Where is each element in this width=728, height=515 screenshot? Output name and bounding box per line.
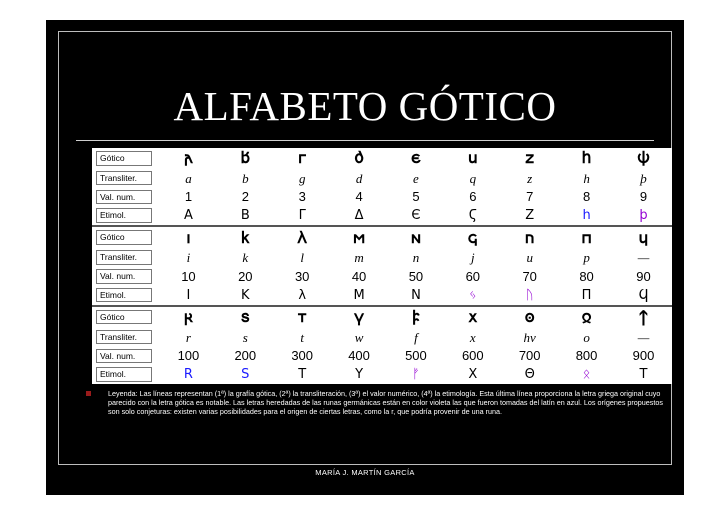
table-cell: Ϥ [615, 286, 672, 306]
table-cell: b [242, 170, 249, 186]
table-cell: — [637, 329, 650, 345]
table-cell: s [242, 329, 248, 345]
row-label [92, 248, 160, 267]
table-cell: w [354, 329, 364, 345]
legend-text: Leyenda: Las líneas representan (1ª) la grafía gótica, (2ª) la transliteración, (3ª) el valor numérico, (4ª) la etimología. Esta última línea proporciona la letra griega original cuyo parecido con la letra gótica es notable. Las letras heredadas de las runas germánicas están en color violeta las que fueron tomadas del latín en azul. Los orígenes propuestos son solo conjeturas: existen varias posibilidades para el origen de ciertas letras, como la r, que podría provenir de una runa. [108, 389, 663, 417]
table-cell: — [637, 250, 650, 266]
table-cell: 70 [522, 268, 537, 284]
table-cell: e [413, 170, 419, 186]
table-cell: z [527, 170, 533, 186]
row-label-text: Val. num. [96, 190, 152, 205]
table-row [92, 306, 672, 328]
table-cell: 𐌰 [184, 148, 193, 168]
table-cell: 50 [408, 268, 424, 284]
table-cell: q [469, 170, 477, 186]
slide-footer: MARÍA J. MARTÍN GARCÍA [315, 468, 415, 477]
slide-title: ALFABETO GÓTICO [173, 83, 557, 129]
table-cell: Є [388, 206, 445, 226]
row-label-text: Etimol. [96, 208, 152, 223]
row-label [92, 365, 160, 384]
table-cell: ᚠ [412, 367, 420, 383]
table-cell: 𐌺 [241, 227, 250, 247]
row-label-text: Gótico [96, 310, 152, 325]
table-cell: Ι [160, 286, 217, 306]
table-cell: f [414, 329, 418, 345]
table-cell: hv [523, 329, 536, 345]
table-cell: k [242, 250, 249, 266]
table-cell: 1 [184, 189, 193, 205]
table-cell: h [583, 170, 590, 186]
table-cell: 8 [582, 189, 591, 205]
table-cell: 𐌶 [525, 148, 534, 168]
table-cell: Χ [468, 367, 478, 383]
table-cell: u [526, 250, 533, 266]
table-row [92, 267, 672, 286]
table-cell: 500 [405, 348, 427, 364]
table-cell: 𐍄 [297, 307, 307, 327]
table-row [92, 346, 672, 365]
table-cell: r [185, 329, 191, 345]
title-divider [76, 140, 654, 141]
table-cell: þ [640, 170, 647, 186]
table-cell: 𐍈 [524, 307, 535, 327]
table-row [92, 365, 672, 384]
table-cell: Δ [331, 206, 388, 226]
table-cell: Π [558, 286, 615, 306]
table-cell: 𐍁 [638, 227, 649, 247]
table-cell: 90 [636, 268, 651, 284]
table-row [92, 226, 672, 248]
row-label [92, 226, 160, 248]
table-cell: Υ [355, 367, 364, 383]
table-cell: ᚢ [501, 286, 558, 306]
table-cell: Τ [298, 367, 307, 383]
table-cell: 6 [469, 189, 477, 205]
table-cell: 𐌽 [410, 227, 421, 247]
table-cell: d [355, 170, 363, 186]
row-label [92, 169, 160, 188]
table-cell: j [471, 250, 475, 266]
table-cell: a [185, 170, 192, 186]
table-cell: 𐍆 [412, 307, 420, 327]
table-cell: Β [217, 206, 274, 226]
table-cell: 𐌱 [240, 148, 250, 168]
table-cell: Ζ [501, 206, 558, 226]
table-cell: i [186, 250, 191, 266]
table-cell: 𐍀 [581, 227, 592, 247]
legend-bullet-icon [86, 391, 91, 396]
row-label [92, 286, 160, 306]
table-cell: 𐌿 [525, 227, 535, 247]
table-cell: 5 [412, 189, 420, 205]
table-cell: S [241, 367, 250, 383]
table-cell: þ [615, 206, 672, 226]
table-cell: 9 [639, 189, 648, 205]
alphabet-grid [92, 148, 672, 384]
table-cell: 𐍅 [353, 307, 365, 327]
table-cell: 2 [241, 189, 249, 205]
table-row [92, 169, 672, 188]
table-cell: 700 [518, 348, 541, 364]
row-label [92, 187, 160, 206]
table-cell: 𐌵 [468, 148, 478, 168]
table-cell: 𐌳 [354, 148, 364, 168]
row-label-text: Gótico [96, 151, 152, 166]
table-cell: 600 [461, 348, 484, 364]
table-cell: 40 [351, 268, 367, 284]
table-row [92, 187, 672, 206]
table-cell: 𐍃 [241, 307, 250, 327]
row-label [92, 148, 160, 169]
table-cell: 10 [181, 268, 196, 284]
row-label-text: Transliter. [96, 330, 152, 345]
row-label [92, 206, 160, 226]
table-cell: ᛃ [444, 286, 501, 306]
table-cell: 80 [579, 268, 594, 284]
table-cell: Τ [639, 367, 648, 383]
table-cell: 400 [348, 348, 370, 364]
table-cell: 𐌼 [353, 227, 366, 247]
row-label-text: Val. num. [96, 349, 152, 364]
row-label-text: Gótico [96, 230, 152, 245]
table-cell: λ [274, 286, 331, 306]
table-cell: 800 [575, 348, 598, 364]
table-cell: Γ [274, 206, 331, 226]
table-cell: 7 [526, 189, 534, 205]
table-cell: 𐌲 [298, 148, 307, 168]
table-cell: 𐍂 [184, 307, 193, 327]
row-label [92, 267, 160, 286]
table-row [92, 206, 672, 226]
table-cell: 20 [238, 268, 253, 284]
row-label [92, 328, 160, 347]
row-label-text: Transliter. [96, 171, 152, 186]
table-cell: 𐌴 [411, 148, 421, 168]
table-cell: 𐌾 [467, 227, 478, 247]
table-cell: 200 [234, 348, 257, 364]
table-cell: Μ [331, 286, 388, 306]
table-cell: t [300, 329, 304, 345]
row-label-text: Val. num. [96, 269, 152, 284]
table-cell: 4 [355, 189, 363, 205]
table-cell: Ϛ [444, 206, 501, 226]
table-cell: x [469, 329, 476, 345]
table-cell: ᛟ [582, 367, 591, 383]
table-row [92, 286, 672, 306]
table-cell: l [300, 250, 304, 266]
table-cell: Κ [217, 286, 274, 306]
legend [108, 389, 668, 417]
table-cell: Ν [388, 286, 445, 306]
alphabet-table [92, 148, 672, 384]
table-cell: 𐌹 [186, 227, 191, 247]
table-cell: 𐍉 [581, 307, 592, 327]
table-cell: 30 [294, 268, 310, 284]
table-cell: 100 [177, 348, 200, 364]
table-cell: 𐍊 [639, 307, 648, 327]
table-cell: R [183, 367, 193, 383]
row-label-text: Transliter. [96, 250, 152, 265]
table-cell: Θ [524, 367, 535, 383]
row-label-text: Etimol. [96, 367, 152, 382]
table-cell: 𐌻 [297, 227, 308, 247]
row-label [92, 346, 160, 365]
table-cell: 60 [465, 268, 481, 284]
table-cell: o [583, 329, 590, 345]
table-cell: 𐍇 [468, 307, 478, 327]
table-cell: 300 [291, 348, 314, 364]
table-cell: g [298, 170, 306, 186]
slide [46, 20, 684, 495]
table-cell: 𐌷 [581, 148, 592, 168]
table-row [92, 248, 672, 267]
table-cell: 3 [298, 189, 306, 205]
table-cell: Α [160, 206, 217, 226]
table-cell: m [354, 250, 364, 266]
table-cell: h [558, 206, 615, 226]
table-cell: n [412, 250, 420, 266]
table-cell: 𐌸 [637, 148, 650, 168]
table-cell: p [583, 250, 590, 266]
row-label-text: Etimol. [96, 288, 152, 303]
table-cell: 900 [632, 348, 655, 364]
table-row [92, 148, 672, 169]
table-row [92, 328, 672, 347]
row-label [92, 306, 160, 328]
